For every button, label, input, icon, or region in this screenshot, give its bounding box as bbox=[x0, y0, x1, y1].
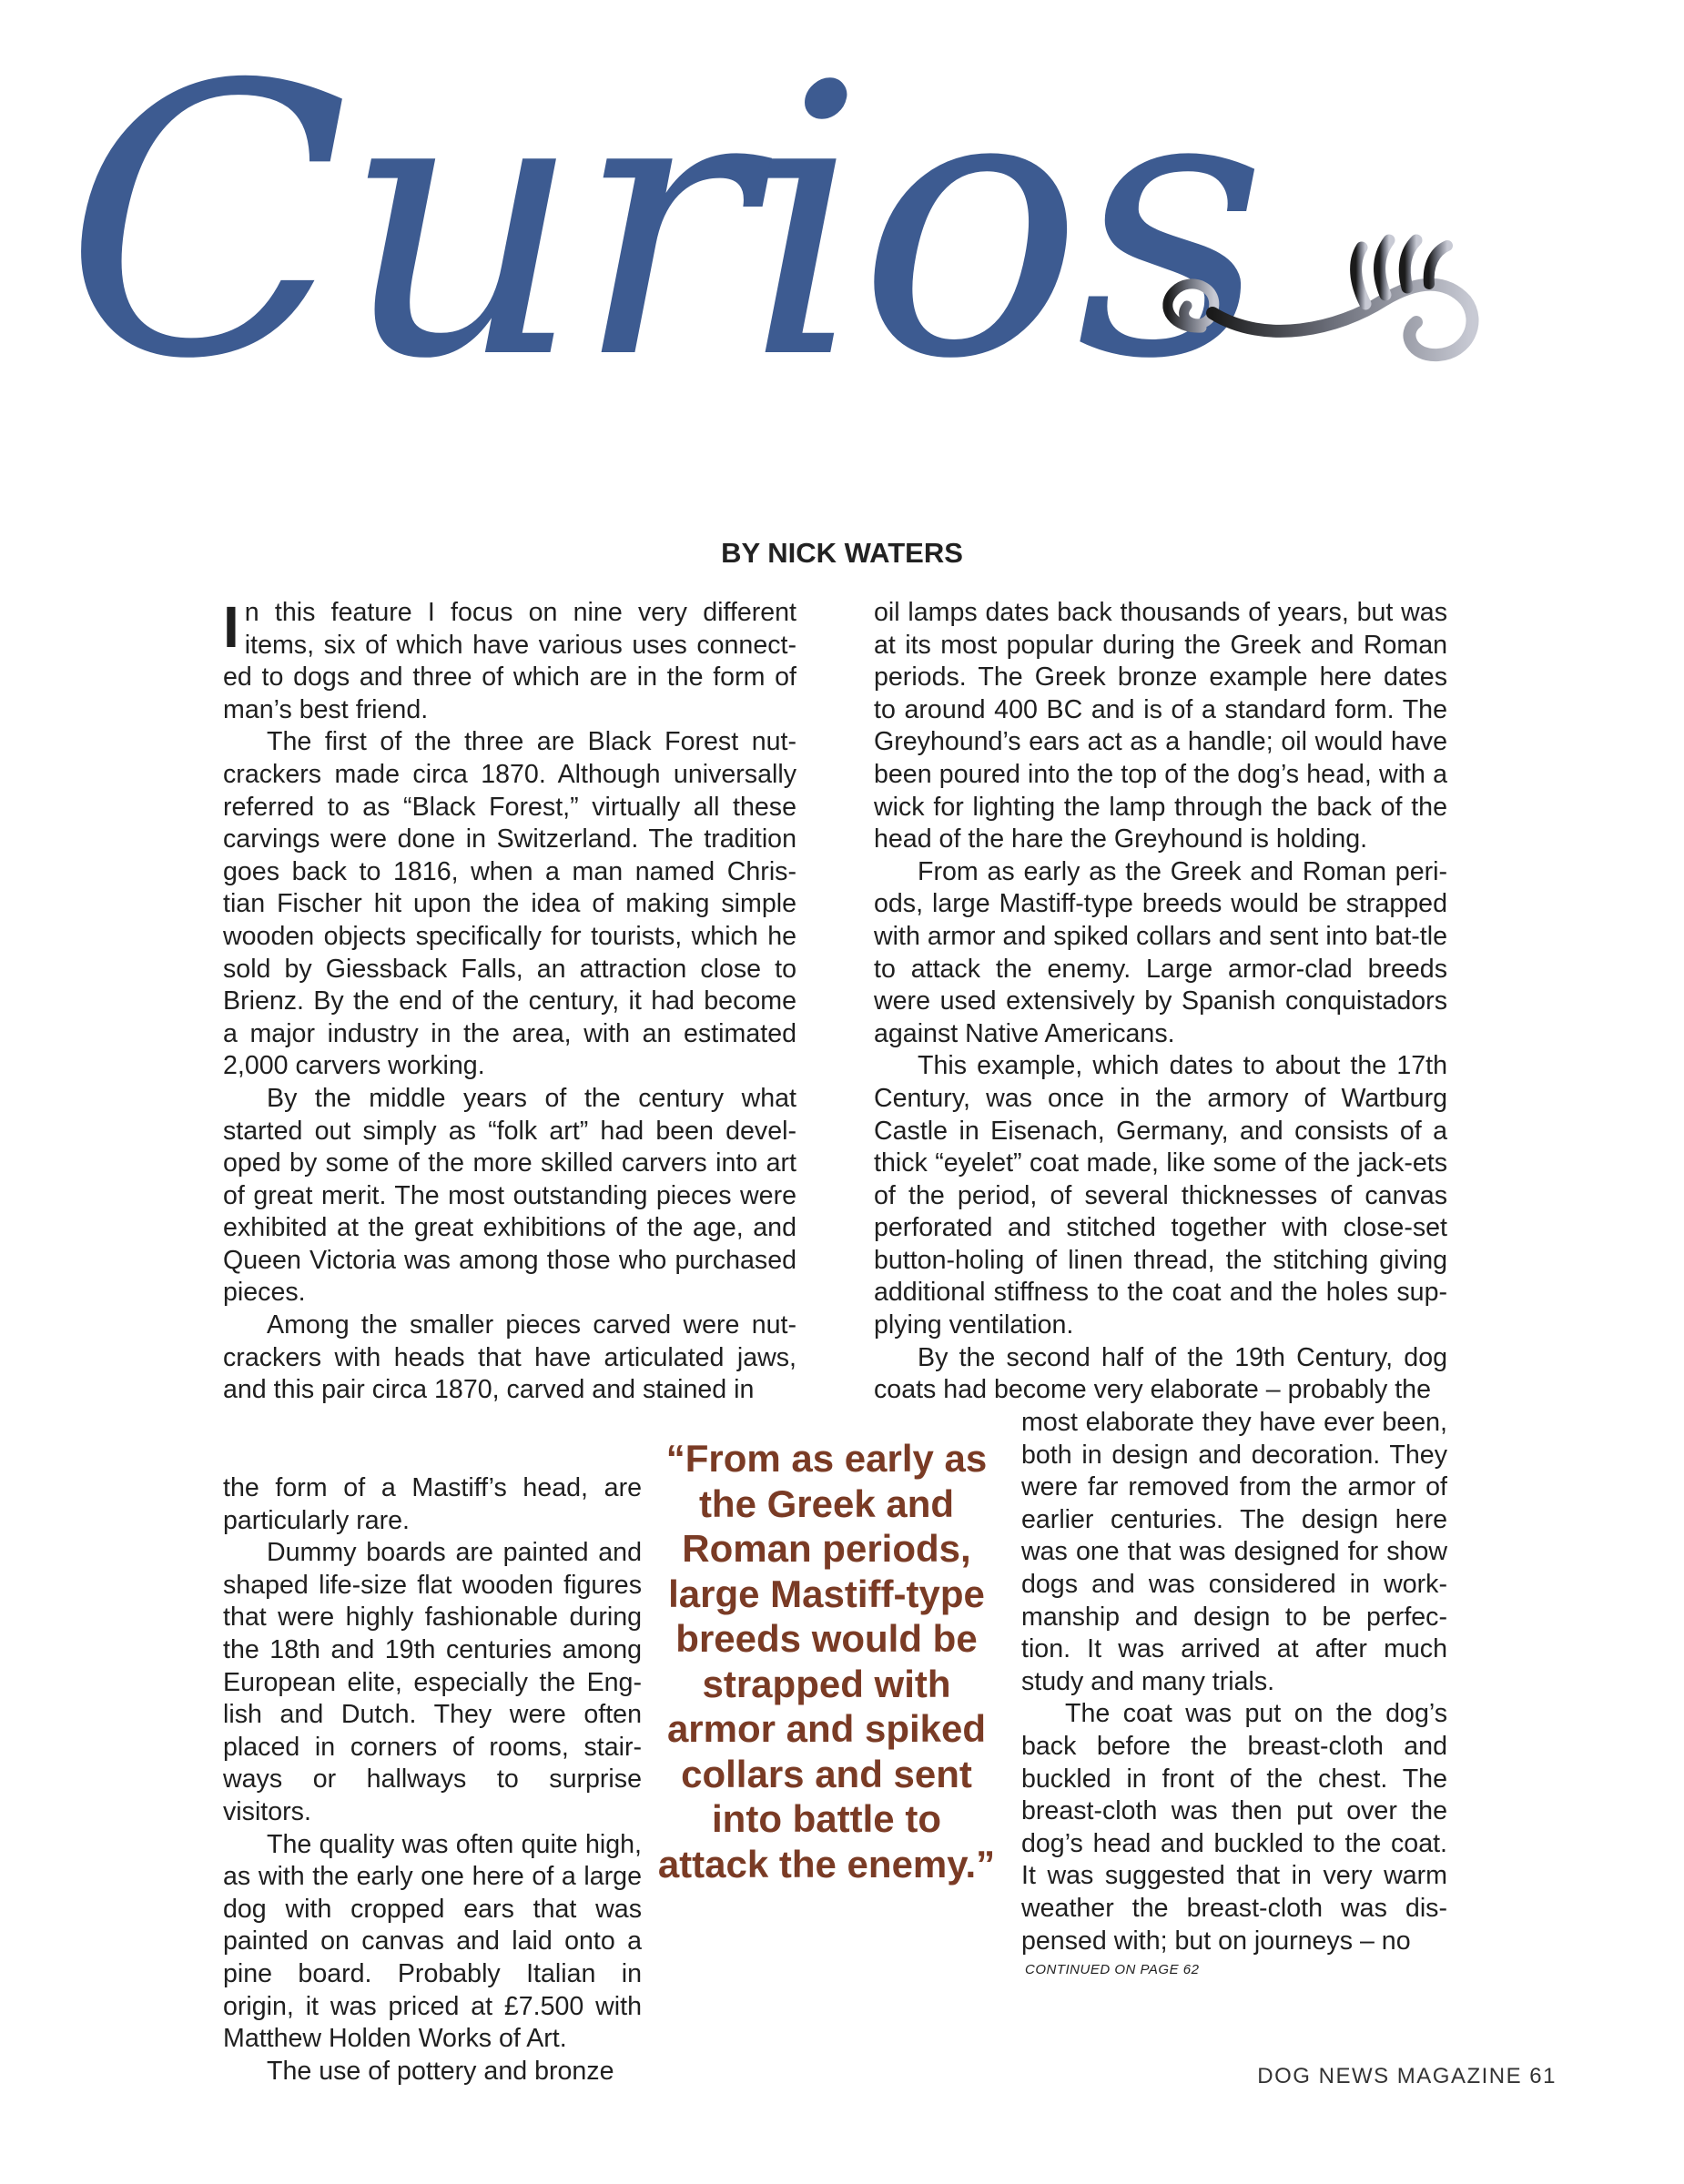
article-paragraph: the form of a Mastiff’s head, are particularly rare. bbox=[223, 1473, 642, 1535]
paragraph-text: n this feature I focus on nine very different items, six of which have various uses connect-ed to dogs and three of which are in the form of man’s best friend. bbox=[223, 598, 796, 724]
article-paragraph: Among the smaller pieces carved were nut-crackers with heads that have articulated jaws, and this pair circa 1870, carved and stained in bbox=[223, 1310, 796, 1405]
scroll-flourish-icon bbox=[1138, 228, 1538, 382]
byline: BY NICK WATERS bbox=[721, 537, 963, 569]
article-column-1-bottom bbox=[223, 1472, 642, 2088]
article-paragraph: The coat was put on the dog’s back before the breast-cloth and buckled in front of the chest. The breast-cloth was then put over the dog’s head and buckled to the coat. It was suggested that in very warm weather the breast-cloth was dis-pensed with; but on journeys – no bbox=[1021, 1699, 1447, 1956]
article-paragraph: Dummy boards are painted and shaped life-size flat wooden figures that were highly fashionable during the 18th and 19th centuries among European elite, especially the Eng-lish and Dutch. They were often placed in corners of rooms, stair-ways or hallways to surprise visitors. bbox=[223, 1538, 642, 1826]
article-paragraph: This example, which dates to about the 17th Century, was once in the armory of Wartburg Castle in Eisenach, Germany, and consists of a thick “eyelet” coat made, like some of the jack-ets of the period, of several thicknesses of canvas perforated and stitched together with close-set button-holing of linen thread, the stitching giving additional stiffness to the coat and the holes sup-plying ventilation. bbox=[874, 1051, 1447, 1340]
pull-quote: “From as early as the Greek and Roman periods, large Mastiff-type breeds would be strapped with armor and spiked collars and sent into battle to attack the enemy.” bbox=[657, 1437, 996, 1886]
article-paragraph: The use of pottery and bronze bbox=[267, 2056, 614, 2086]
article-column-2-bottom bbox=[1021, 1407, 1447, 1957]
article-paragraph: By the second half of the 19th Century, dog coats had become very elaborate – probably the bbox=[874, 1342, 1447, 1405]
page-folio: DOG NEWS MAGAZINE 61 bbox=[1257, 2064, 1557, 2088]
article-column-2-top bbox=[874, 597, 1447, 1407]
article-paragraph: The quality was often quite high, as with the early one here of a large dog with cropped ears that was painted on canvas and laid onto a pine board. Probably Italian in origin, it was priced at £7.500 with Matthew Holden Works of Art. bbox=[223, 1829, 642, 2054]
article-column-1-top bbox=[223, 594, 796, 1407]
drop-cap: I bbox=[223, 594, 239, 660]
article-paragraph: From as early as the Greek and Roman peri-ods, large Mastiff-type breeds would be strapped with armor and spiked collars and sent into bat-tle to attack the enemy. Large armor-clad breeds were used extensively by Spanish conquistadors against Native Americans. bbox=[874, 856, 1447, 1048]
article-paragraph: By the middle years of the century what started out simply as “folk art” had been devel-oped by some of the more skilled carvers into art of great merit. The most outstanding pieces were exhibited at the great exhibitions of the age, and Queen Victoria was among those who purchased pieces. bbox=[223, 1083, 796, 1308]
article-paragraph bbox=[223, 594, 796, 726]
article-paragraph: oil lamps dates back thousands of years, but was at its most popular during the Greek and Roman periods. The Greek bronze example here dates to around 400 BC and is of a standard form. The Greyhound’s ears act as a handle; oil would have been poured into the top of the dog’s head, with a wick for lighting the lamp through the back of the head of the hare the Greyhound is holding. bbox=[874, 598, 1447, 854]
article-paragraph: most elaborate they have ever been, both in design and decoration. They were far removed from the armor of earlier centuries. The design here was one that was designed for show dogs and was considered in work-manship and design to be perfec-tion. It was arrived at after much study and many trials. bbox=[1021, 1408, 1447, 1696]
continued-note: CONTINUED ON PAGE 62 bbox=[1025, 1962, 1200, 1977]
article-paragraph: The first of the three are Black Forest nut-crackers made circa 1870. Although universally referred to as “Black Forest,” virtually all these carvings were done in Switzerland. The tradition goes back to 1816, when a man named Chris-tian Fischer hit upon the idea of making simple wooden objects specifically for tourists, which he sold by Giessback Falls, an attraction close to Brienz. By the end of the century, it had become a major industry in the area, with an estimated 2,000 carvers working. bbox=[223, 727, 796, 1081]
page-title: Curios bbox=[64, 5, 1261, 440]
